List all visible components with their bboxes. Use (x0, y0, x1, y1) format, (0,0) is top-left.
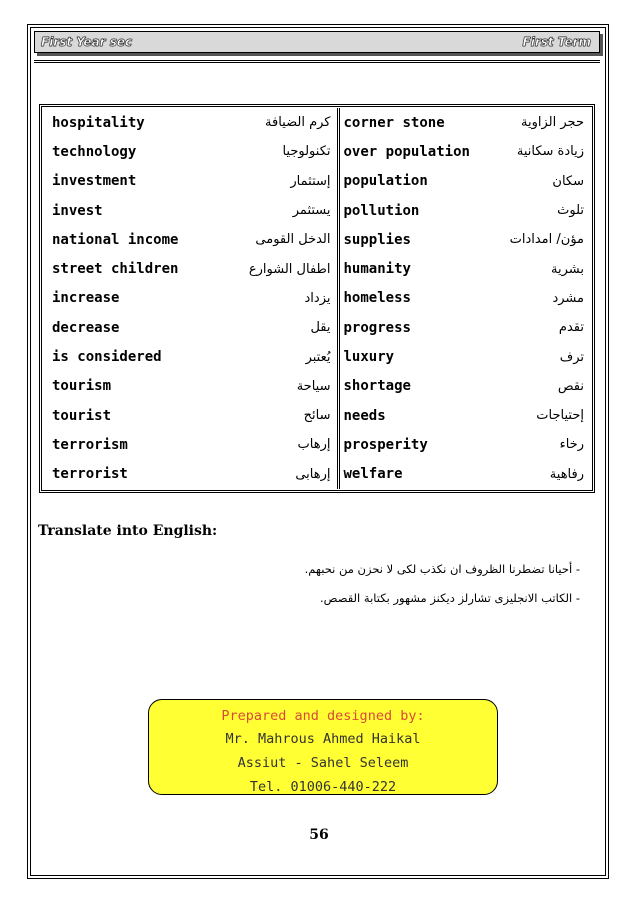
vocab-english-right: needs (343, 407, 386, 424)
vocab-arabic-right: إحتياجات (536, 408, 584, 424)
vocab-english-left: tourism (52, 378, 112, 395)
credit-location: Assiut - Sahel Seleem (237, 755, 409, 771)
header-term: First Term (522, 35, 591, 49)
vocab-arabic-left: الدخل القومى (194, 225, 338, 254)
vocab-english-right: supplies (343, 231, 411, 248)
vocab-english-left: decrease (52, 319, 120, 336)
vocab-english-left: terrorism (52, 436, 128, 453)
vocab-table (44, 108, 590, 489)
vocab-row (44, 167, 590, 196)
vocab-row (44, 401, 590, 430)
vocab-arabic-left: كرم الضيافة (194, 108, 338, 137)
vocab-arabic-right: تلوث (557, 203, 584, 219)
vocab-arabic-left: تكنولوجيا (194, 137, 338, 166)
vocab-row (44, 196, 590, 225)
vocab-arabic-left: إرهابى (194, 460, 338, 489)
vocab-english-left: hospitality (52, 114, 145, 131)
vocab-english-left: technology (52, 143, 137, 160)
vocab-row (44, 460, 590, 489)
vocab-row (44, 225, 590, 254)
vocab-english-right: luxury (343, 349, 395, 366)
header-bar (34, 31, 600, 53)
vocab-english-left: investment (52, 173, 137, 190)
vocab-english-right: humanity (343, 261, 411, 278)
vocab-arabic-right: ترف (559, 349, 584, 365)
credit-prepared-by: Prepared and designed by: (221, 708, 425, 724)
vocab-english-left: street children (52, 261, 179, 278)
vocab-row (44, 430, 590, 459)
credit-box (148, 699, 498, 795)
credit-author: Mr. Mahrous Ahmed Haikal (225, 731, 421, 747)
credit-phone: Tel. 01006-440-222 (249, 779, 397, 795)
vocab-arabic-left: يُعتبر (194, 342, 338, 371)
vocab-english-right: homeless (343, 290, 411, 307)
vocab-arabic-left: يزداد (194, 284, 338, 313)
vocab-arabic-left: يقل (194, 313, 338, 342)
translate-sentence-1: - أحيانا تضطرنا الظروف ان نكذب لكى لا نحزن من نحبهم. (304, 562, 580, 576)
header-rule (34, 60, 600, 63)
vocab-english-left: increase (52, 290, 120, 307)
vocab-row (44, 137, 590, 166)
vocab-arabic-right: مشرد (552, 290, 584, 306)
vocab-arabic-right: بشرية (551, 261, 584, 277)
vocab-english-right: welfare (343, 466, 403, 483)
vocab-english-left: is considered (52, 349, 162, 366)
vocab-arabic-left: إستثمار (194, 167, 338, 196)
vocab-english-left: tourist (52, 407, 112, 424)
vocab-english-right: population (343, 173, 428, 190)
vocab-row (44, 372, 590, 401)
vocab-row (44, 342, 590, 371)
translate-sentence-2: - الكاتب الانجليزى تشارلز ديكنز مشهور بكتابة القصص. (320, 591, 580, 605)
vocab-english-left: terrorist (52, 466, 128, 483)
vocab-arabic-left: إرهاب (194, 430, 338, 459)
vocab-english-left: invest (52, 202, 103, 219)
vocab-arabic-right: مؤن/ امدادات (509, 232, 584, 248)
vocab-arabic-left: اطفال الشوارع (194, 254, 338, 283)
translate-heading: Translate into English: (38, 523, 218, 539)
vocab-row (44, 254, 590, 283)
vocab-arabic-right: رخاء (559, 437, 584, 453)
vocab-arabic-right: حجر الزاوية (521, 115, 584, 131)
vocab-arabic-right: نقص (557, 378, 584, 394)
vocab-arabic-right: سكان (552, 173, 584, 189)
page-number: 56 (309, 827, 329, 843)
vocab-arabic-left: سياحة (194, 372, 338, 401)
vocab-row (44, 108, 590, 137)
vocab-english-right: progress (343, 319, 411, 336)
vocab-english-right: pollution (343, 202, 420, 219)
vocab-arabic-left: يستثمر (194, 196, 338, 225)
vocab-english-right: corner stone (343, 114, 445, 131)
vocab-row (44, 313, 590, 342)
vocab-arabic-right: تقدم (558, 320, 584, 336)
header-year: First Year sec (41, 35, 133, 49)
vocab-english-right: shortage (343, 378, 411, 395)
vocab-english-right: over population (343, 143, 470, 160)
vocab-english-left: national income (52, 231, 179, 248)
vocab-arabic-right: رفاهية (549, 466, 584, 482)
vocab-arabic-right: زيادة سكانية (516, 144, 584, 160)
vocab-english-right: prosperity (343, 436, 428, 453)
vocab-arabic-left: سائح (194, 401, 338, 430)
vocab-row (44, 284, 590, 313)
